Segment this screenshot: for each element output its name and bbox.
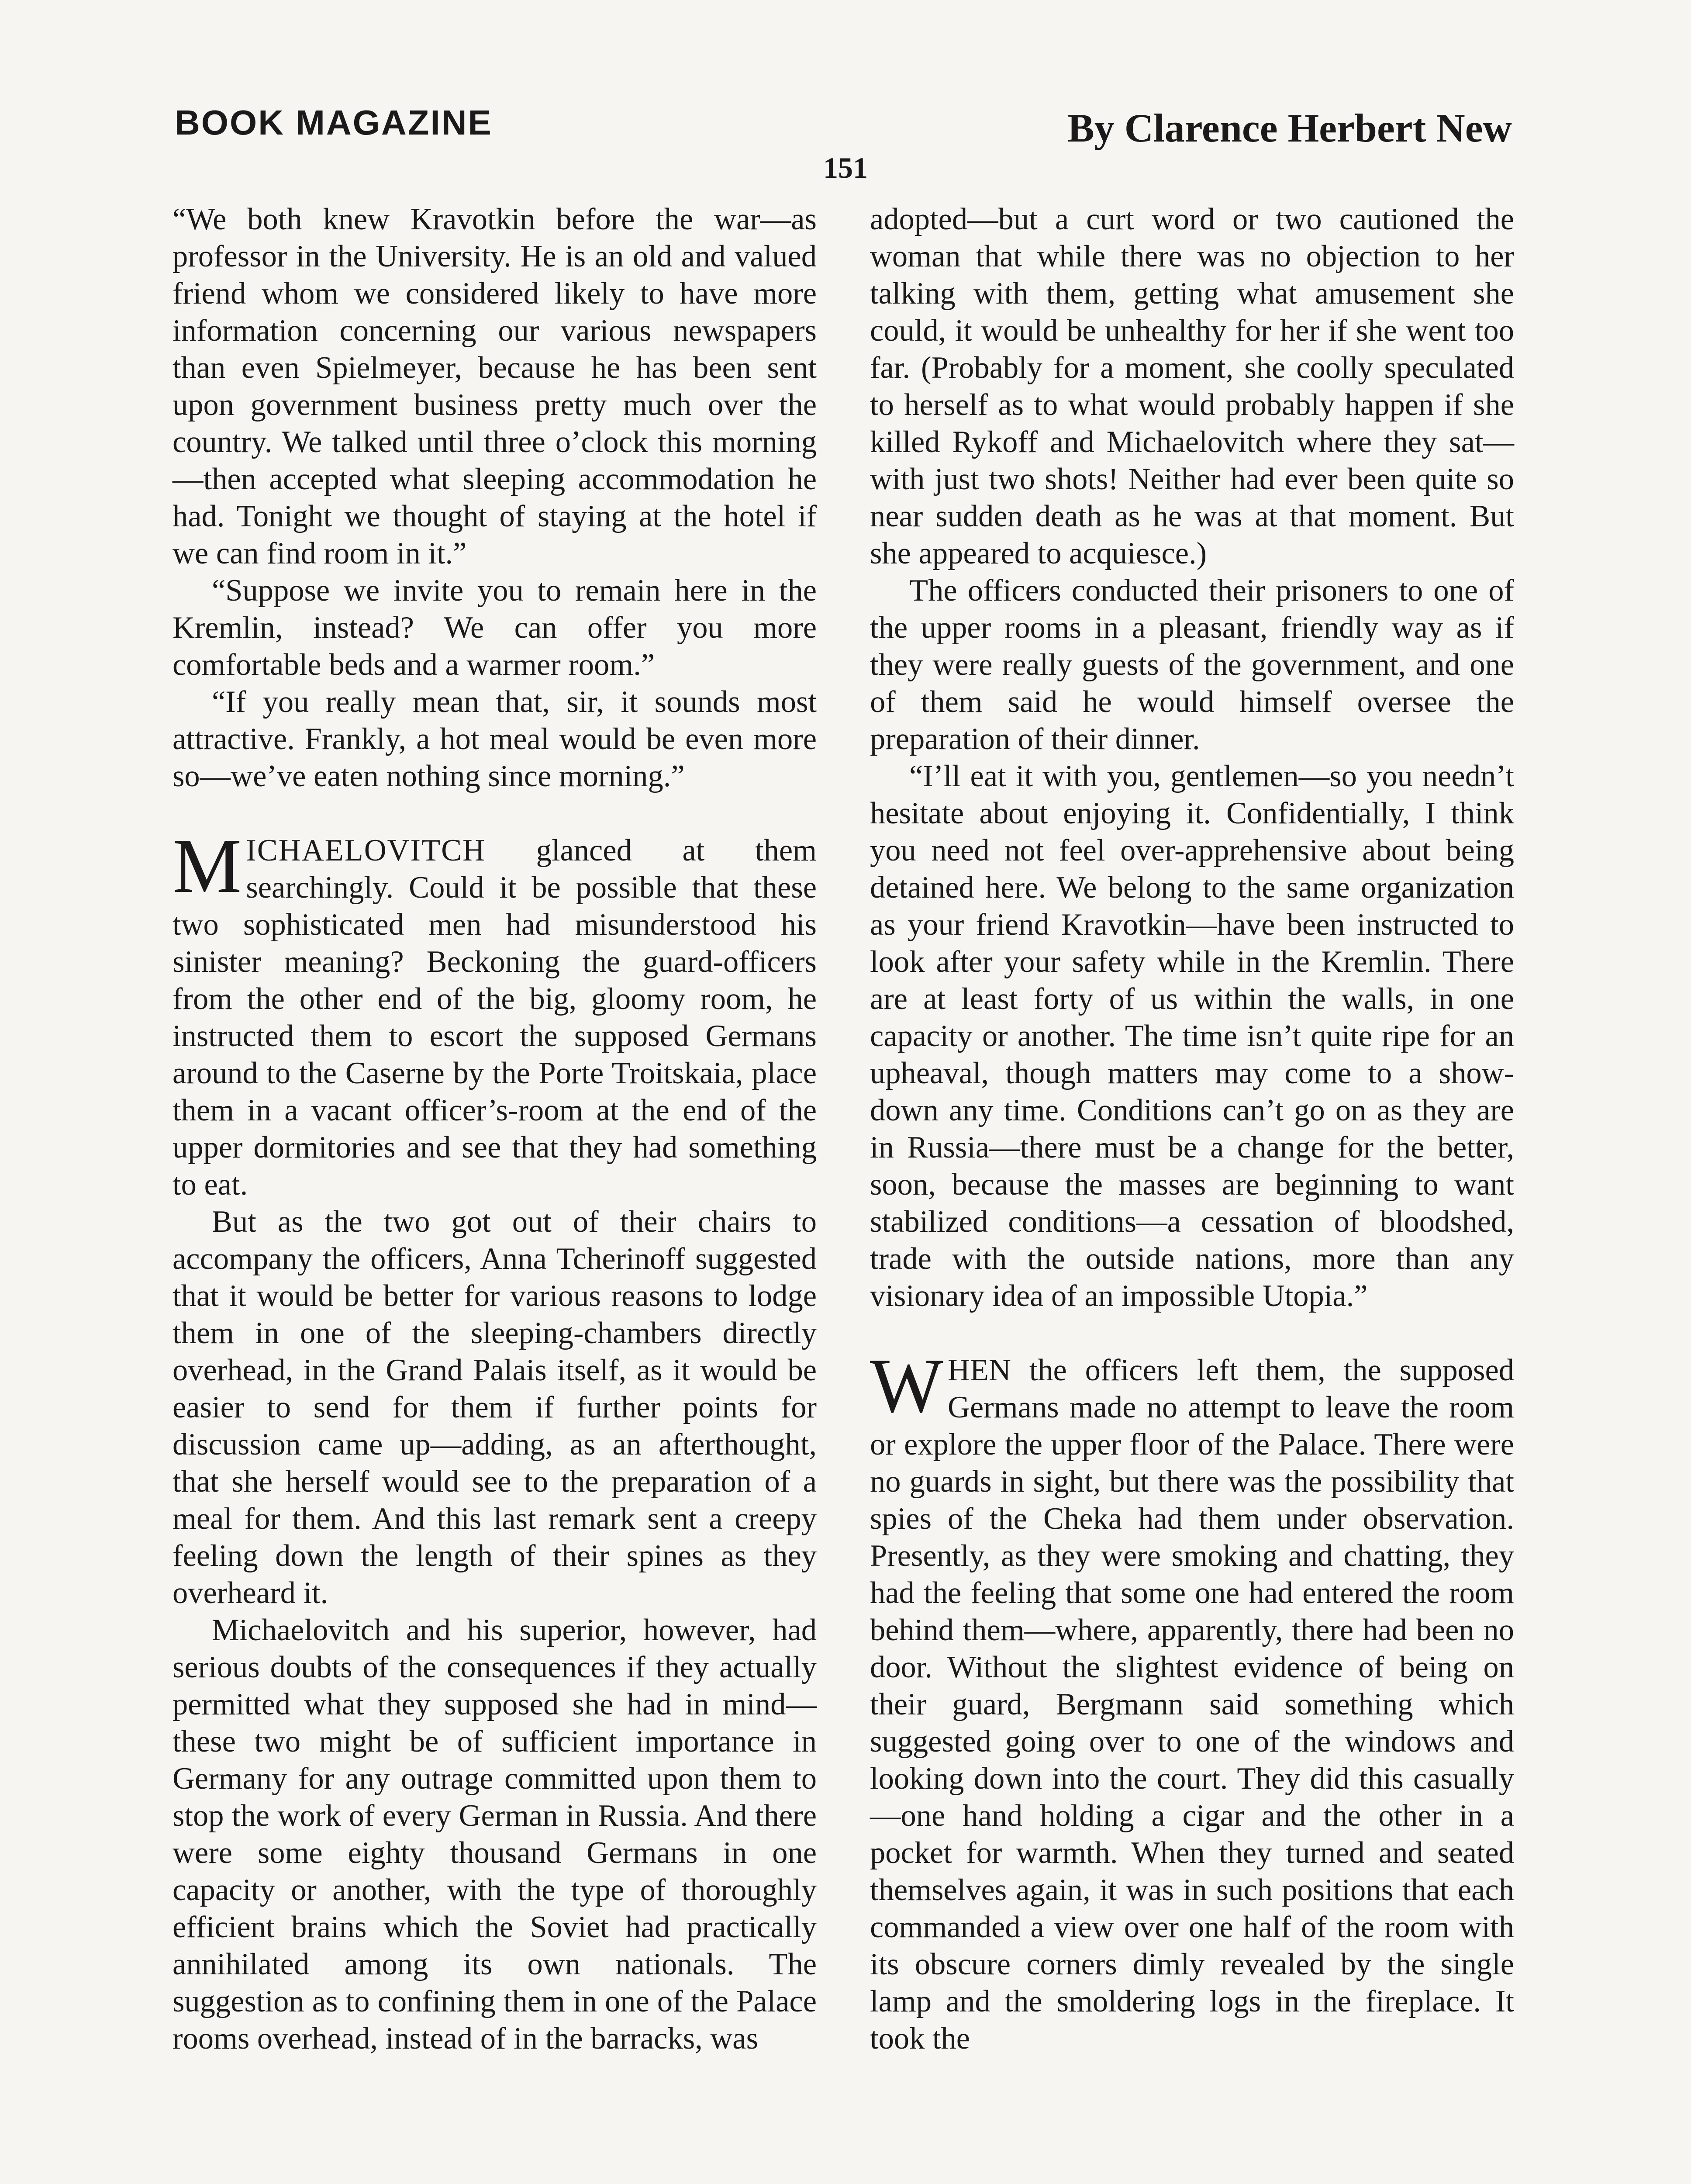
paragraph: The officers conducted their prisoners to one of the upper rooms in a pleasant, friendly way as if they were really guests of the government, and one of them said he would himself oversee the preparation of their dinner. bbox=[870, 574, 1514, 756]
paragraph: “Suppose we invite you to remain here in the Kremlin, instead? We can offer you more comfortable beds and a warmer room.” bbox=[173, 574, 817, 682]
section-opening-paragraph bbox=[173, 822, 817, 1203]
page-number: 151 bbox=[823, 151, 868, 184]
section-opening-paragraph bbox=[870, 1342, 1514, 2057]
paragraph: Michaelovitch and his superior, however, had serious doubts of the consequences if they actually permitted what they supposed she had in mind—these two might be of sufficient importance in Germany for any outrage committed upon them to stop the work of every German in Russia. And there were some eighty thousand Germans in one capacity or another, with the type of thoroughly efficient brains which the Soviet had practically annihilated among its own nationals. The suggestion as to confining them in one of the Palace rooms overhead, instead of in the barracks, was bbox=[173, 1613, 817, 2056]
left-column bbox=[173, 201, 817, 2057]
small-caps-lead: ICHAELOVITCH bbox=[246, 833, 486, 867]
paragraph: “I’ll eat it with you, gentlemen—so you needn’t hesitate about enjoying it. Confidentially, I think you need not feel over-apprehensive about being detained here. We belong to the same organization as your friend Kravotkin—have been instructed to look after your safety while in the Kremlin. There are at least forty of us within the walls, in one capacity or another. The time isn’t quite ripe for an upheaval, though matters may come to a show-down any time. Conditions can’t go on as they are in Russia—there must be a change for the better, soon, because the masses are beginning to want stabilized conditions—a cessation of bloodshed, trade with the outside nations, more than any visionary idea of an impossible Utopia.” bbox=[870, 759, 1514, 1313]
author-byline: By Clarence Herbert New bbox=[1067, 106, 1512, 150]
magazine-title: BOOK MAGAZINE bbox=[175, 103, 493, 142]
drop-cap: W bbox=[870, 1342, 944, 1429]
paragraph-text: glanced at them searchingly. Could it be possible that these two sophisticated men had misunderstood his sinister meaning? Beckoning the guard-officers from the other end of the big, gloomy room, he instructed them to escort the supposed Germans around to the Caserne by the Porte Troitskaia, place them in a vacant officer’s-room at the end of the upper dormitories and see that they had something to eat. bbox=[173, 833, 817, 1202]
paragraph: adopted—but a curt word or two cautioned the woman that while there was no objection to her talking with them, getting what amusement she could, it would be unhealthy for her if she went too far. (Probably for a moment, she coolly speculated to herself as to what would probably happen if she killed Rykoff and Michaelovitch where they sat—with just two shots! Neither had ever been quite so near sudden death as he was at that moment. But she appeared to acquiesce.) bbox=[870, 202, 1514, 570]
paragraph-text: HEN the officers left them, the supposed Germans made no attempt to leave the room or explore the upper floor of the Palace. There were no guards in sight, but there was the possibility that spies of the Cheka had them under observation. Presently, as they were smoking and chatting, they had the feeling that some one had entered the room behind them—where, apparently, there had been no door. Without the slightest evidence of being on their guard, Bergmann said something which suggested going over to one of the windows and looking down into the court. They did this casually—one hand holding a cigar and the other in a pocket for warmth. When they turned and seated themselves again, it was in such positions that each commanded a view over one half of the room with its obscure corners dimly revealed by the single lamp and the smoldering logs in the fireplace. It took the bbox=[870, 1353, 1514, 2056]
paragraph: But as the two got out of their chairs to accompany the officers, Anna Tcherinoff suggested that it would be better for various reasons to lodge them in one of the sleeping-chambers directly overhead, in the Grand Palais itself, as it would be easier to send for them if further points for discussion came up—adding, as an afterthought, that she herself would see to the preparation of a meal for them. And this last remark sent a creepy feeling down the length of their spines as they overheard it. bbox=[173, 1205, 817, 1610]
drop-cap: M bbox=[173, 822, 242, 909]
paragraph: “We both knew Kravotkin before the war—as professor in the University. He is an old and valued friend whom we considered likely to have more information concerning our various newspapers than even Spielmeyer, because he has been sent upon government business pretty much over the country. We talked until three o’clock this morning—then accepted what sleeping accommodation he had. Tonight we thought of staying at the hotel if we can find room in it.” bbox=[173, 202, 817, 570]
paragraph: “If you really mean that, sir, it sounds most attractive. Frankly, a hot meal would be even more so—we’ve eaten nothing since morning.” bbox=[173, 685, 817, 793]
right-column bbox=[870, 201, 1514, 2057]
